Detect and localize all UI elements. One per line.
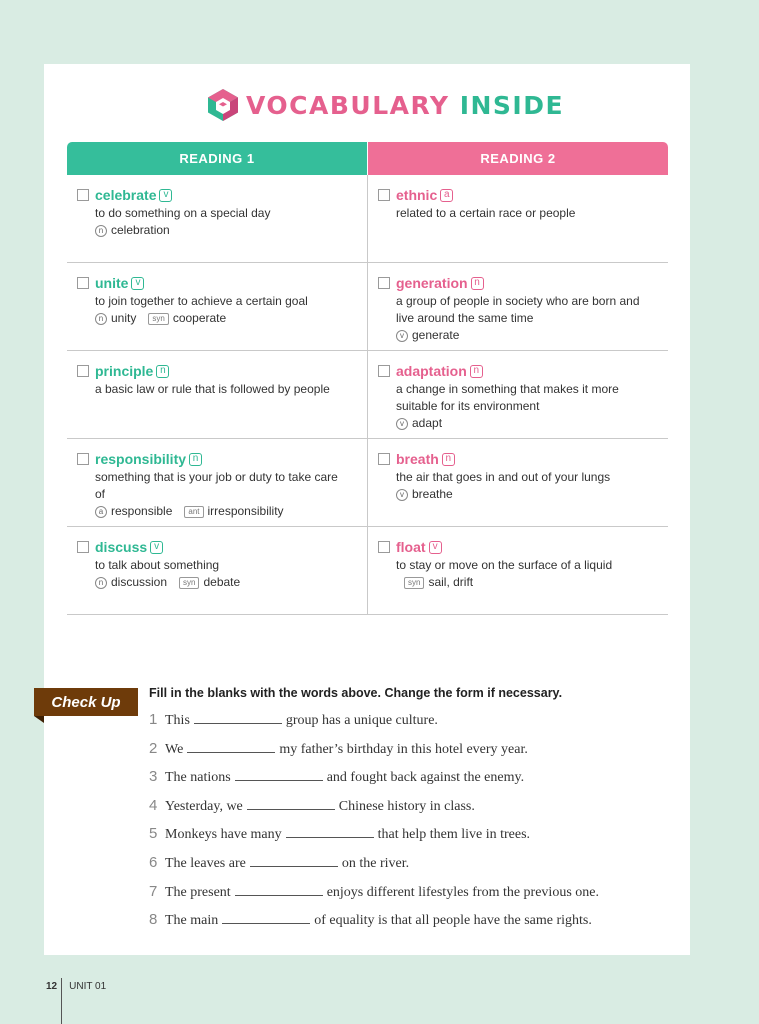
- answer-blank[interactable]: [194, 712, 282, 724]
- definition-continued: live around the same time: [396, 311, 534, 325]
- part-of-speech-badge: a: [440, 189, 453, 202]
- cube-logo-icon: [206, 88, 240, 122]
- definition: to do something on a special day: [95, 206, 271, 220]
- title-row: [44, 88, 690, 124]
- word-line: [77, 186, 361, 204]
- vocab-cell: [368, 263, 668, 350]
- answer-blank[interactable]: [247, 798, 335, 810]
- vocab-word: breath: [396, 451, 439, 467]
- related-words: [396, 327, 662, 344]
- word-line: [378, 450, 662, 468]
- definition-continued: of: [95, 487, 106, 501]
- relation-tag: syn: [179, 577, 199, 589]
- checkbox[interactable]: [77, 277, 89, 289]
- definition: to stay or move on the surface of a liquid: [396, 558, 613, 572]
- exercise-item: [149, 883, 599, 901]
- sentence-end: my father’s birthday in this hotel every year.: [279, 741, 528, 757]
- sentence-end: of equality is that all people have the same rights.: [314, 913, 592, 929]
- word-line: [77, 538, 361, 556]
- vocab-cell: [368, 351, 668, 438]
- related-words: [95, 310, 361, 327]
- word-line: [77, 274, 361, 292]
- sentence-end: and fought back against the enemy.: [326, 770, 525, 786]
- exercise-number: 4: [149, 796, 158, 814]
- exercise-item: [149, 911, 592, 929]
- part-of-speech-badge: n: [189, 453, 202, 466]
- check-up-instruction: Fill in the blanks with the words above. Change the form if necessary.: [149, 686, 563, 700]
- related-word: unity: [111, 311, 137, 325]
- table-row: [67, 439, 668, 527]
- related-words: [396, 486, 662, 503]
- related-word: cooperate: [172, 311, 227, 325]
- related-word: debate: [203, 575, 241, 589]
- checkbox[interactable]: [77, 365, 89, 377]
- answer-blank[interactable]: [250, 855, 338, 867]
- vocabulary-table: [67, 142, 668, 615]
- vocab-word: unite: [95, 275, 129, 291]
- exercise-number: 1: [149, 711, 158, 728]
- related-word: responsible: [111, 504, 173, 518]
- vocab-cell: [67, 527, 368, 614]
- part-of-speech-badge: n: [471, 277, 484, 290]
- sentence-end: that help them live in trees.: [377, 827, 531, 843]
- definition: related to a certain race or people: [396, 206, 576, 220]
- exercise-number: 2: [149, 739, 158, 757]
- sentence-start: The main: [165, 913, 219, 929]
- table-row: [67, 263, 668, 351]
- exercise-item: [149, 825, 530, 843]
- definition: the air that goes in and out of your lungs: [396, 470, 611, 484]
- exercise-item: [149, 740, 528, 758]
- definition: a change in something that makes it more: [396, 382, 619, 396]
- sentence-start: Yesterday, we: [165, 798, 243, 814]
- check-up-label: Check Up: [34, 688, 138, 716]
- related-word: sail, drift: [428, 575, 474, 589]
- sentence-start: The leaves are: [165, 856, 246, 871]
- footer: [46, 981, 106, 992]
- table-row: [67, 527, 668, 615]
- table-row: [67, 175, 668, 263]
- checkbox[interactable]: [378, 277, 390, 289]
- vocab-word: principle: [95, 363, 154, 379]
- definition: a basic law or rule that is followed by people: [95, 382, 330, 396]
- vocab-cell: [368, 527, 668, 614]
- sentence-start: This: [165, 713, 190, 728]
- exercise-item: [149, 768, 524, 786]
- vocab-word: discuss: [95, 539, 148, 555]
- pos-circle-icon: n: [95, 225, 107, 237]
- vocab-cell: [67, 351, 368, 438]
- pos-circle-icon: n: [95, 577, 107, 589]
- pos-circle-icon: v: [396, 418, 408, 430]
- word-line: [77, 362, 361, 380]
- related-word: breathe: [412, 487, 453, 501]
- word-line: [378, 186, 662, 204]
- exercise-item: [149, 711, 438, 729]
- definition: to talk about something: [95, 558, 220, 572]
- vocab-word: celebrate: [95, 187, 157, 203]
- checkbox[interactable]: [77, 189, 89, 201]
- relation-tag: syn: [404, 577, 424, 589]
- checkbox[interactable]: [378, 365, 390, 377]
- part-of-speech-badge: n: [442, 453, 455, 466]
- checkbox[interactable]: [378, 189, 390, 201]
- part-of-speech-badge: v: [150, 541, 163, 554]
- relation-tag: ant: [184, 506, 203, 518]
- related-word: generate: [412, 328, 460, 342]
- header-reading-1: READING 1: [67, 142, 367, 175]
- related-word: celebration: [111, 223, 170, 237]
- part-of-speech-badge: v: [429, 541, 442, 554]
- table-row: [67, 351, 668, 439]
- related-words: [95, 503, 361, 520]
- vocab-word: responsibility: [95, 451, 187, 467]
- related-word: adapt: [412, 416, 443, 430]
- exercise-item: [149, 797, 475, 815]
- sentence-end: on the river.: [341, 856, 410, 871]
- answer-blank[interactable]: [222, 912, 310, 924]
- definition: a group of people in society who are born and: [396, 294, 640, 308]
- answer-blank[interactable]: [235, 884, 323, 896]
- exercise-number: 7: [149, 882, 158, 900]
- exercise-item: [149, 854, 409, 872]
- checkbox[interactable]: [378, 541, 390, 553]
- sentence-end: enjoys different lifestyles from the previous one.: [326, 884, 599, 900]
- related-word: discussion: [111, 575, 168, 589]
- pos-circle-icon: v: [396, 489, 408, 501]
- related-words: [95, 574, 361, 591]
- vocab-cell: [67, 439, 368, 526]
- definition: to join together to achieve a certain goal: [95, 294, 308, 308]
- header-reading-2: READING 2: [368, 142, 668, 175]
- pos-circle-icon: v: [396, 330, 408, 342]
- word-line: [378, 362, 662, 380]
- related-words: [396, 574, 662, 591]
- sentence-start: We: [165, 741, 184, 757]
- exercise-number: 5: [149, 825, 158, 843]
- pos-circle-icon: a: [95, 506, 107, 518]
- definition: something that is your job or duty to take care: [95, 470, 338, 484]
- definition-continued: suitable for its environment: [396, 399, 540, 413]
- exercise-number: 3: [149, 768, 158, 786]
- page-number: 12: [46, 981, 58, 992]
- vocab-word: ethnic: [396, 187, 438, 203]
- page-title: VOCABULARY INSIDE: [246, 91, 565, 120]
- answer-blank[interactable]: [286, 826, 374, 838]
- pos-circle-icon: n: [95, 313, 107, 325]
- sentence-start: The present: [165, 884, 231, 900]
- table-header: [67, 142, 668, 175]
- exercise-number: 8: [149, 911, 158, 929]
- answer-blank[interactable]: [187, 741, 275, 753]
- vocab-cell: [368, 175, 668, 262]
- related-word: irresponsibility: [207, 504, 284, 518]
- part-of-speech-badge: v: [159, 189, 172, 202]
- word-line: [378, 274, 662, 292]
- part-of-speech-badge: n: [156, 365, 169, 378]
- exercise-number: 6: [149, 854, 158, 871]
- answer-blank[interactable]: [235, 769, 323, 781]
- vocab-cell: [368, 439, 668, 526]
- check-up-fold: [34, 716, 44, 723]
- vocab-word: float: [396, 539, 426, 555]
- word-line: [378, 538, 662, 556]
- word-line: [77, 450, 361, 468]
- vocab-word: adaptation: [396, 363, 467, 379]
- vocab-cell: [67, 175, 368, 262]
- page: [44, 64, 690, 955]
- vocab-word: generation: [396, 275, 468, 291]
- sentence-start: The nations: [165, 770, 231, 786]
- checkbox[interactable]: [378, 453, 390, 465]
- sentence-end: Chinese history in class.: [338, 798, 475, 814]
- sentence-end: group has a unique culture.: [285, 713, 438, 728]
- unit-label: UNIT 01: [69, 981, 107, 992]
- related-words: [396, 415, 662, 432]
- vocab-cell: [67, 263, 368, 350]
- checkbox[interactable]: [77, 453, 89, 465]
- related-words: [95, 222, 361, 239]
- relation-tag: syn: [148, 313, 168, 325]
- sentence-start: Monkeys have many: [165, 827, 282, 843]
- part-of-speech-badge: n: [470, 365, 483, 378]
- checkbox[interactable]: [77, 541, 89, 553]
- part-of-speech-badge: v: [131, 277, 144, 290]
